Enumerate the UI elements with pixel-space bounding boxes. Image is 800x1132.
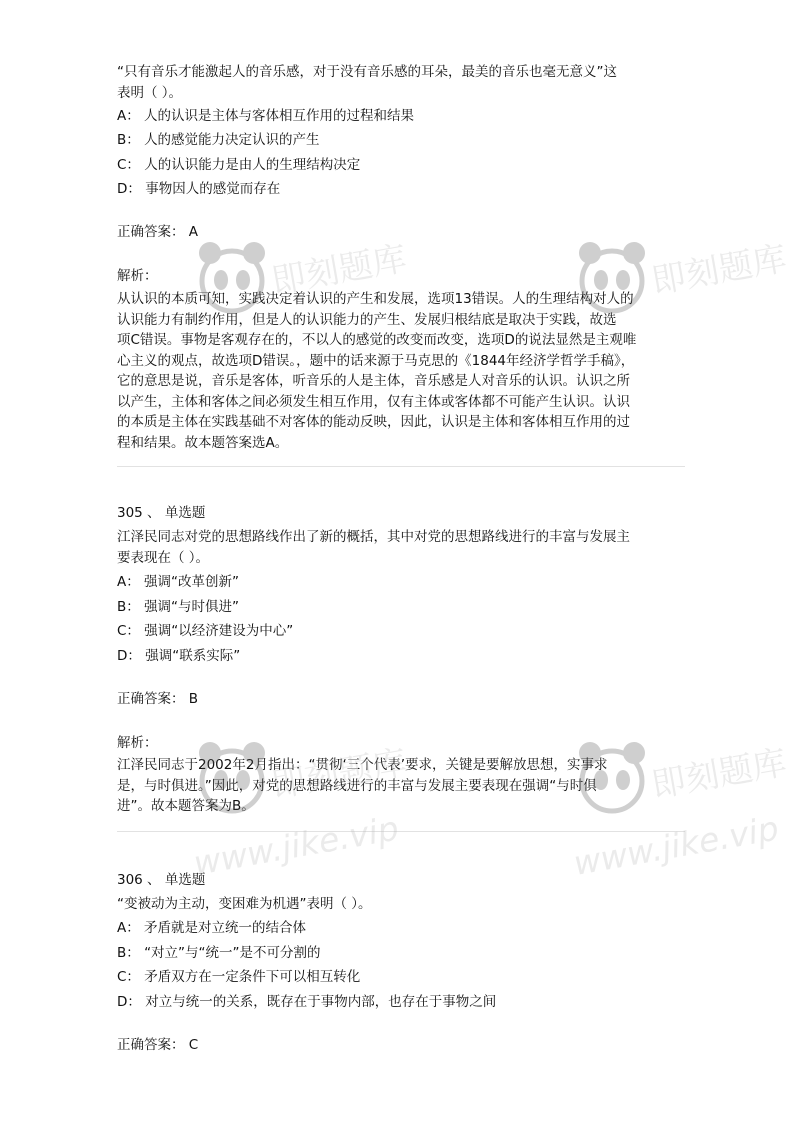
option-text: 对立与统一的关系，既存在于事物内部，也存在于事物之间 [145, 994, 497, 1010]
watermark-brand-text: 即刻题库 [268, 238, 410, 302]
q304-answer [117, 222, 198, 242]
option-key: B： [117, 945, 140, 961]
q304-option-d [117, 179, 280, 199]
option-text: “对立”与“统一”是不可分割的 [144, 945, 321, 961]
analysis-line: 程和结果。故本题答案选A。 [117, 434, 289, 451]
q304-option-c [117, 155, 360, 175]
q306-stem-line-1: “变被动为主动，变困难为机遇”表明（ ）。 [117, 896, 372, 912]
q306-option-d [117, 992, 496, 1012]
option-key: B： [117, 132, 140, 148]
answer-label: 正确答案： [117, 691, 185, 707]
option-key: A： [117, 574, 140, 590]
option-key: D： [117, 648, 141, 664]
answer-value: C [188, 1037, 199, 1053]
q306-option-c [117, 967, 360, 987]
analysis-line: 进”。故本题答案为B。 [117, 798, 255, 814]
option-text: 事物因人的感觉而存在 [145, 181, 281, 197]
q305-stem-line-1: 江泽民同志对党的思想路线作出了新的概括，其中对党的思想路线进行的丰富与发展主 [117, 529, 630, 545]
watermark-url-text: www.jike.vip [570, 808, 782, 883]
q304-option-a [117, 106, 414, 126]
q306-option-b [117, 943, 321, 963]
option-text: 强调“改革创新” [144, 574, 240, 590]
analysis-line: 从认识的本质可知，实践决定着认识的产生和发展，选项13错误。人的生理结构对人的 [117, 291, 634, 307]
section-divider [117, 831, 685, 832]
q304-stem-line-1: “只有音乐才能激起人的音乐感，对于没有音乐感的耳朵，最美的音乐也毫无意义”这 [117, 64, 617, 80]
option-key: C： [117, 157, 140, 173]
q305-option-b [117, 597, 239, 617]
analysis-line: 的本质是主体在实践基础不对客体的能动反映，因此，认识是主体和客体相互作用的过 [117, 414, 630, 430]
watermark-brand-text: 即刻题库 [648, 742, 790, 806]
q305-answer [117, 689, 198, 709]
analysis-line: 心主义的观点，故选项D错误。，题中的话来源于马克思的《1844年经济学哲学手稿》， [117, 352, 635, 369]
analysis-line: 以产生，主体和客体之间必须发生相互作用，仅有主体或客体都不可能产生认识。认识 [117, 393, 630, 410]
document-page [117, 0, 685, 1132]
option-text: 矛盾就是对立统一的结合体 [144, 920, 307, 936]
analysis-line: 它的意思是说，音乐是客体，听音乐的人是主体，音乐感是人对音乐的认识。认识之所 [117, 373, 630, 389]
watermark-url-text: www.jike.vip [190, 808, 402, 883]
watermark-brand-text: 即刻题库 [648, 238, 790, 302]
option-text: 矛盾双方在一定条件下可以相互转化 [144, 969, 361, 985]
option-key: B： [117, 599, 140, 615]
q305-analysis-label: 解析： [117, 735, 158, 751]
q304-analysis-label: 解析： [117, 268, 158, 284]
q306-answer [117, 1035, 198, 1055]
q305-option-d [117, 646, 240, 666]
analysis-line: 项C错误。事物是客观存在的，不以人的感觉的改变而改变，选项D的说法显然是主观唯 [117, 332, 637, 348]
section-divider [117, 466, 685, 467]
answer-value: B [188, 691, 199, 707]
q305-stem-line-2: 要表现在（ ）。 [117, 550, 210, 566]
analysis-line: 认识能力有制约作用，但是人的认识能力的产生、发展归根结底是取决于实践，故选 [117, 311, 617, 328]
answer-value: A [188, 224, 199, 240]
q305-option-c [117, 621, 293, 641]
q305-analysis [117, 755, 685, 817]
answer-label: 正确答案： [117, 224, 185, 240]
option-key: D： [117, 181, 141, 197]
analysis-line: 江泽民同志于2002年2月指出：“贯彻‘三个代表’要求，关键是要解放思想，实事求 [117, 757, 608, 773]
option-key: A： [117, 920, 140, 936]
q304-analysis [117, 289, 685, 453]
option-text: 人的认识能力是由人的生理结构决定 [144, 157, 361, 173]
q304-option-b [117, 130, 320, 150]
q306-header: 306 、 单选题 [117, 872, 206, 888]
q304-stem-line-2: 表明（ ）。 [117, 85, 183, 101]
option-key: C： [117, 623, 140, 639]
option-text: 人的认识是主体与客体相互作用的过程和结果 [144, 108, 415, 124]
option-key: D： [117, 994, 141, 1010]
option-key: A： [117, 108, 140, 124]
option-key: C： [117, 969, 140, 985]
option-text: 强调“与时俱进” [144, 599, 240, 615]
watermark-brand-text: 即刻题库 [268, 742, 410, 806]
option-text: 强调“联系实际” [145, 648, 241, 664]
answer-label: 正确答案： [117, 1037, 185, 1053]
q305-header: 305 、 单选题 [117, 505, 206, 521]
q305-option-a [117, 572, 239, 592]
analysis-line: 是，与时俱进。”因此，对党的思想路线进行的丰富与发展主要表现在强调“与时俱 [117, 777, 597, 794]
q306-option-a [117, 918, 306, 938]
option-text: 人的感觉能力决定认识的产生 [144, 132, 320, 148]
option-text: 强调“以经济建设为中心” [144, 623, 294, 639]
